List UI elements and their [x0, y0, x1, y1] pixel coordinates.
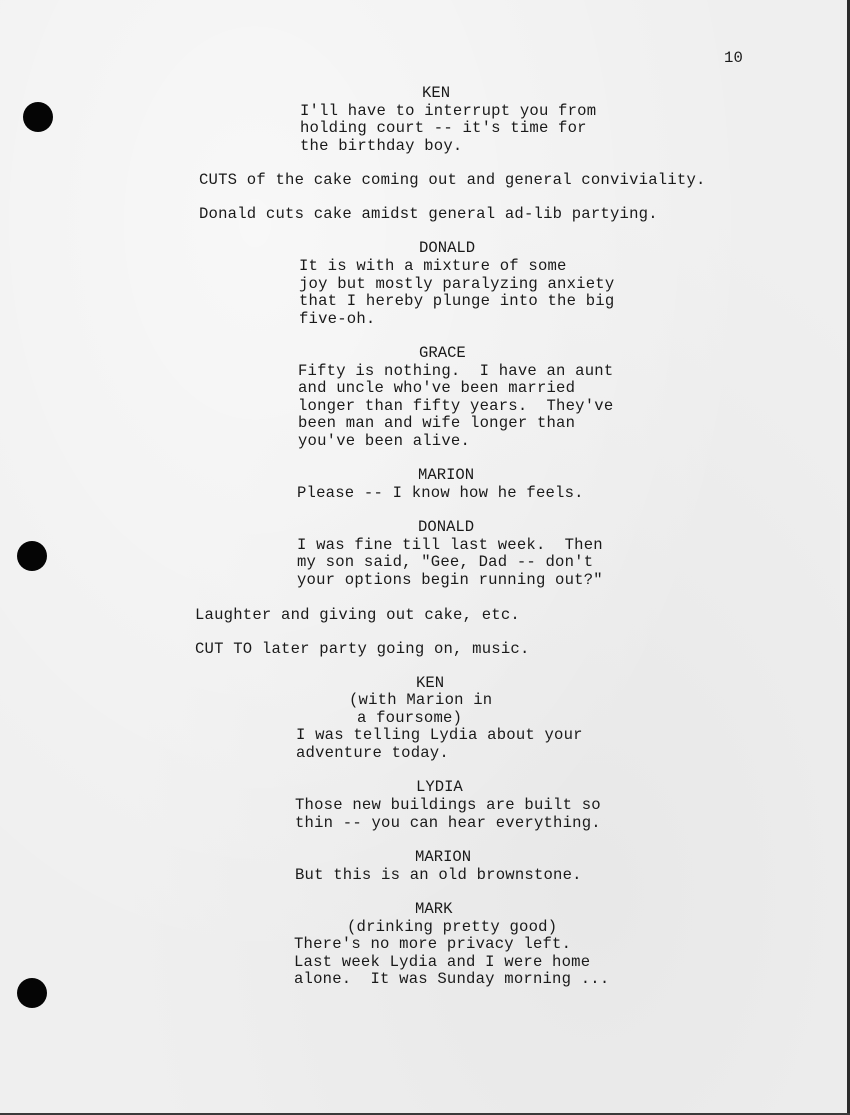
action-line: Laughter and giving out cake, etc.	[195, 606, 520, 624]
dialogue-line: and uncle who've been married	[298, 379, 576, 397]
character-name: DONALD	[419, 239, 476, 257]
punch-hole-middle	[17, 541, 47, 571]
parenthetical-line: (drinking pretty good)	[347, 918, 558, 936]
character-name: MARION	[415, 848, 472, 866]
dialogue-line: that I hereby plunge into the big	[299, 292, 615, 310]
dialogue-line: adventure today.	[296, 744, 449, 762]
character-name: DONALD	[418, 518, 475, 536]
dialogue-line: Last week Lydia and I were home	[294, 953, 591, 971]
character-name: MARION	[418, 466, 475, 484]
dialogue-line: I was telling Lydia about your	[296, 726, 583, 744]
dialogue-line: five-oh.	[299, 310, 376, 328]
dialogue-line: been man and wife longer than	[298, 414, 576, 432]
dialogue-line: Those new buildings are built so	[295, 796, 601, 814]
dialogue-line: There's no more privacy left.	[294, 935, 572, 953]
punch-hole-bottom	[17, 978, 47, 1008]
character-name: MARK	[415, 900, 453, 918]
parenthetical-line: (with Marion in	[349, 691, 493, 709]
dialogue-line: holding court -- it's time for	[300, 119, 587, 137]
dialogue-line: your options begin running out?"	[297, 571, 603, 589]
parenthetical-line: a foursome)	[357, 709, 463, 727]
character-name: KEN	[422, 84, 451, 102]
punch-hole-top	[23, 102, 53, 132]
dialogue-line: my son said, "Gee, Dad -- don't	[297, 553, 594, 571]
dialogue-line: It is with a mixture of some	[299, 257, 567, 275]
dialogue-line: the birthday boy.	[300, 137, 463, 155]
dialogue-line: But this is an old brownstone.	[295, 866, 582, 884]
dialogue-line: Please -- I know how he feels.	[297, 484, 584, 502]
action-line: CUTS of the cake coming out and general conviviality.	[199, 171, 706, 189]
action-line: CUT TO later party going on, music.	[195, 640, 530, 658]
dialogue-line: joy but mostly paralyzing anxiety	[299, 275, 615, 293]
dialogue-line: Fifty is nothing. I have an aunt	[298, 362, 614, 380]
dialogue-line: I was fine till last week. Then	[297, 536, 603, 554]
character-name: KEN	[416, 674, 445, 692]
dialogue-line: longer than fifty years. They've	[298, 397, 614, 415]
character-name: LYDIA	[416, 778, 463, 796]
dialogue-line: thin -- you can hear everything.	[295, 814, 601, 832]
character-name: GRACE	[419, 344, 466, 362]
page-number: 10	[724, 49, 744, 67]
action-line: Donald cuts cake amidst general ad-lib partying.	[199, 205, 658, 223]
dialogue-line: alone. It was Sunday morning ...	[294, 970, 610, 988]
dialogue-line: you've been alive.	[298, 432, 471, 450]
dialogue-line: I'll have to interrupt you from	[300, 102, 597, 120]
